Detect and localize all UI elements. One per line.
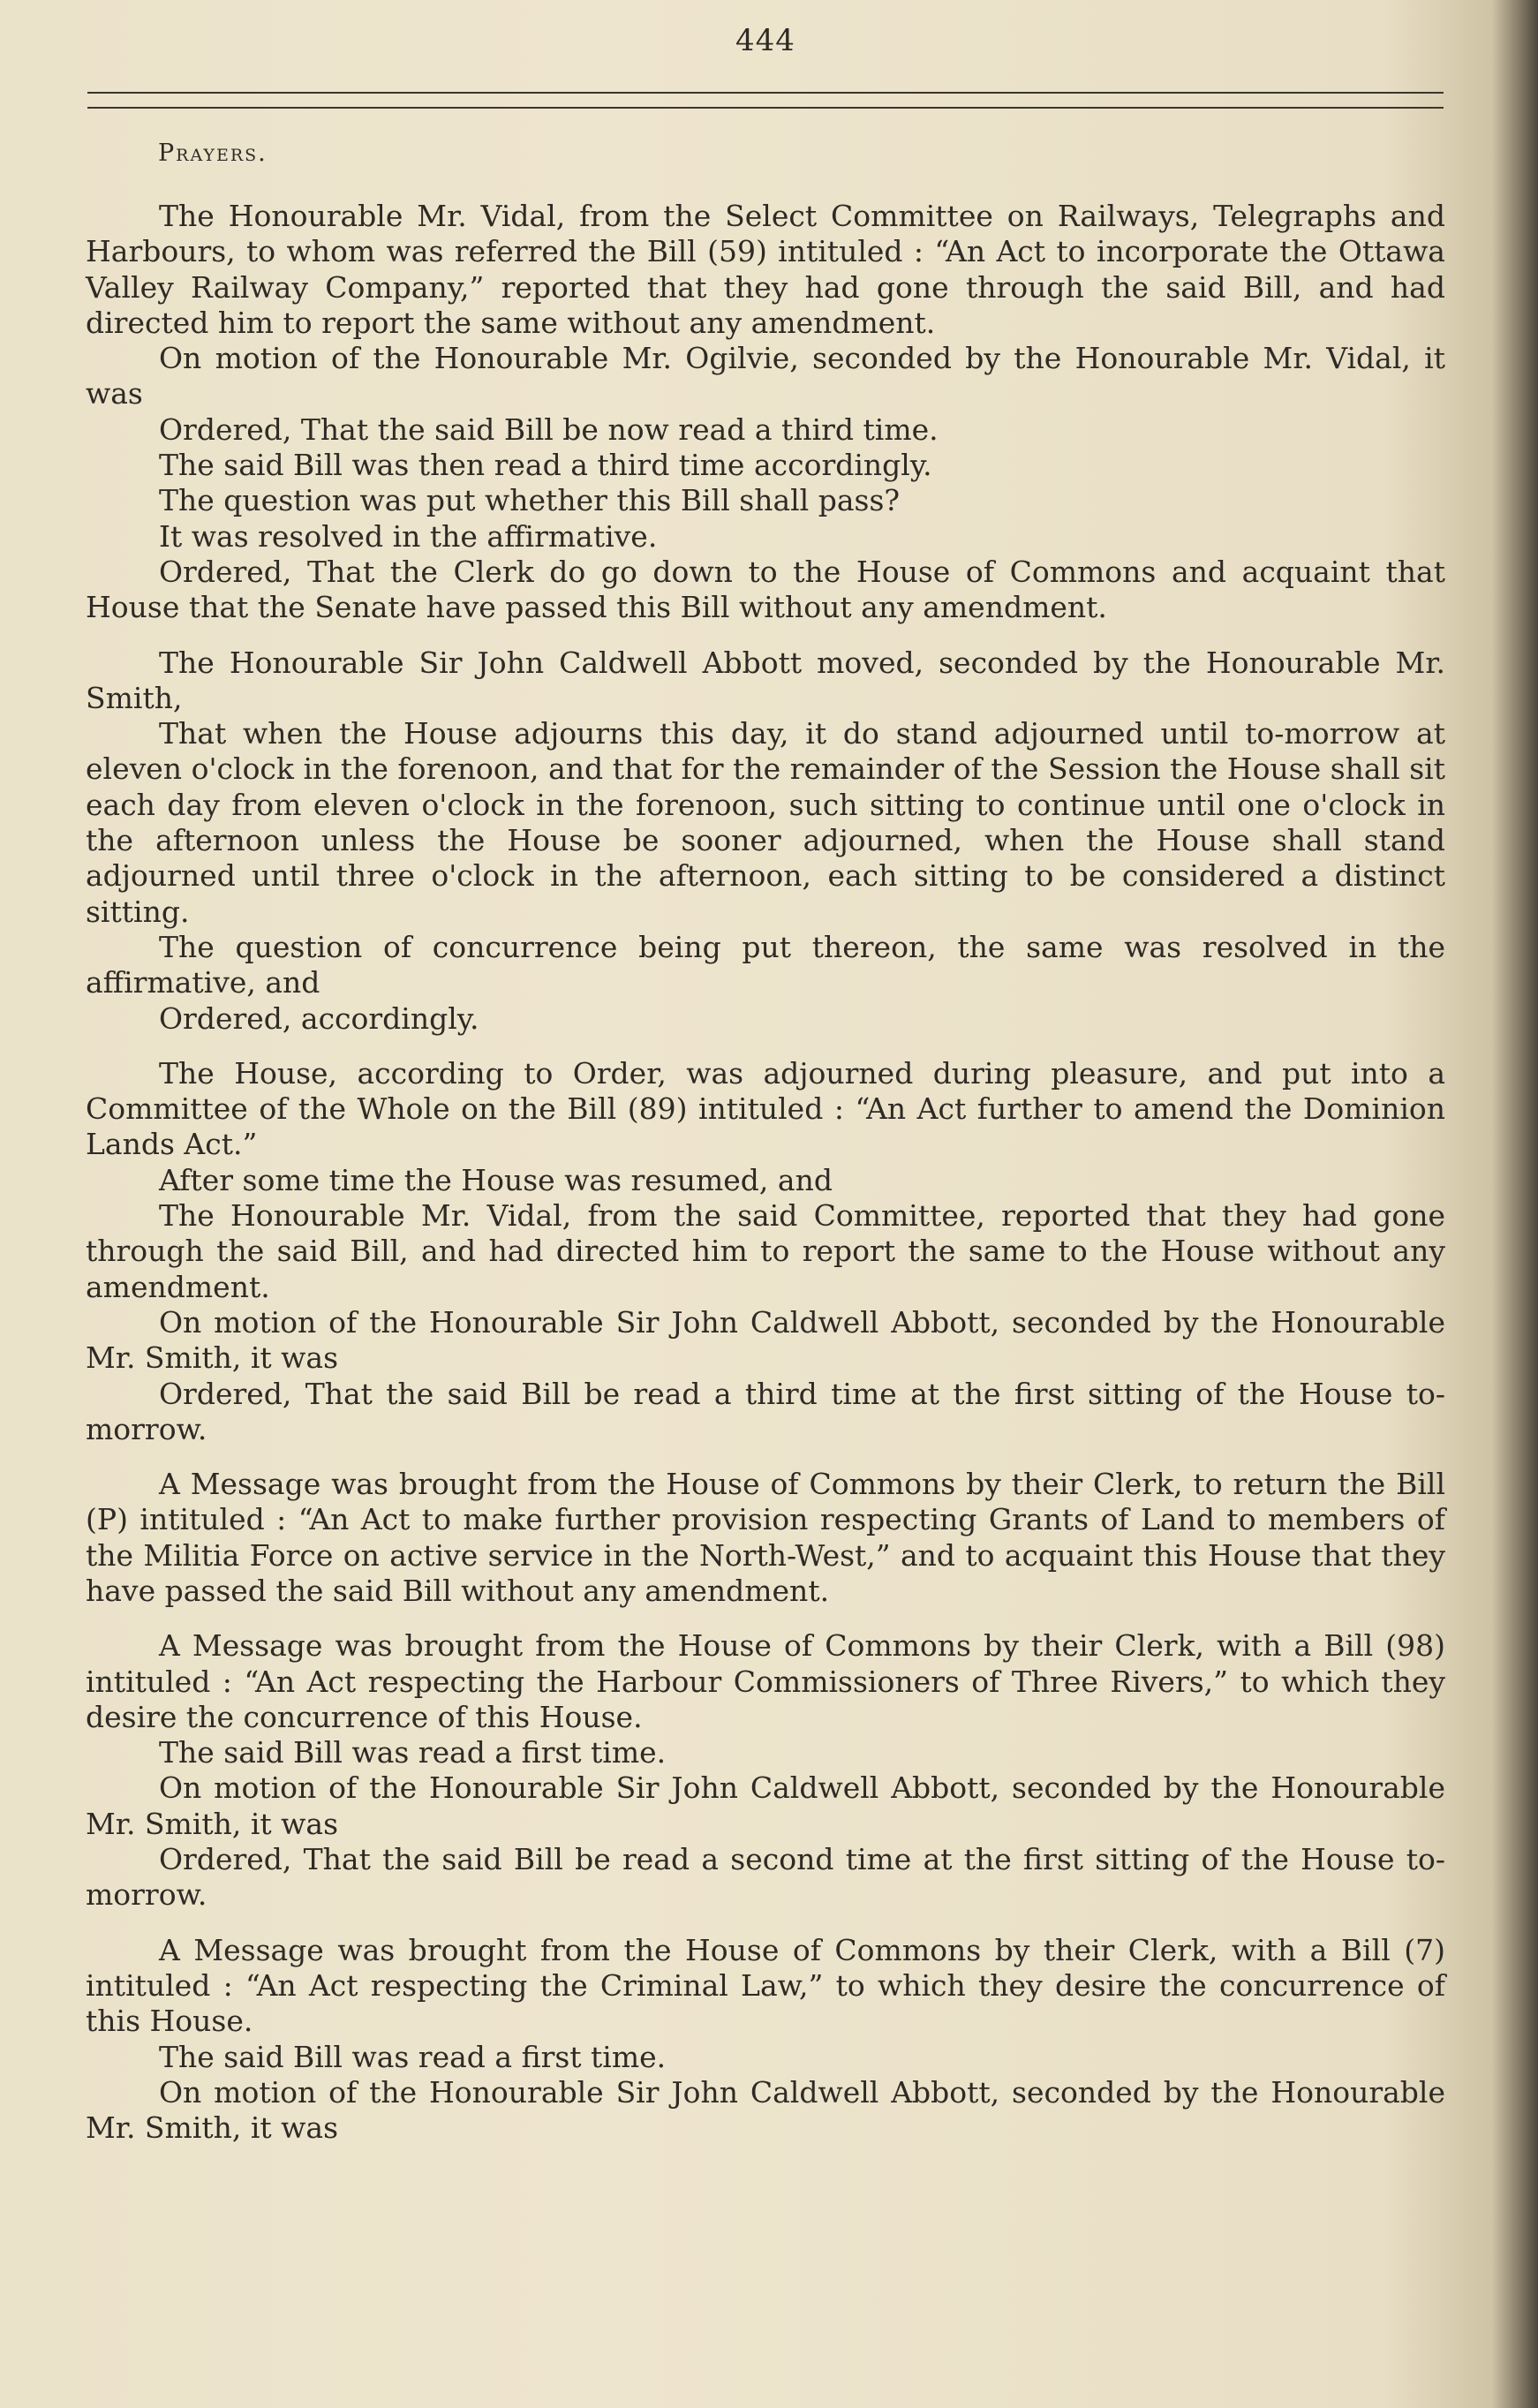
journal-paragraph: On motion of the Honourable Mr. Ogilvie, seconded by the Honourable Mr. Vidal, it was [86,341,1445,411]
journal-paragraph: On motion of the Honourable Sir John Caldwell Abbott, seconded by the Honourable Mr. Smith, it was [86,2074,1445,2146]
journal-paragraph: The Honourable Mr. Vidal, from the Select Committee on Railways, Telegraphs and Harbours, to whom was referred the Bill (59) intituled : “An Act to incorporate the Ottawa Valley Railway Company,” reported that they had gone through the said Bill, and had directed him to report the same without any amendment. [86,199,1445,340]
journal-paragraph: The said Bill was then read a third time accordingly. [159,448,932,483]
journal-paragraph: On motion of the Honourable Sir John Caldwell Abbott, seconded by the Honourable Mr. Smith, it was [86,1770,1445,1841]
journal-paragraph: The said Bill was read a first time. [159,2039,667,2074]
journal-paragraph: It was resolved in the affirmative. [159,518,658,554]
journal-paragraph: The question was put whether this Bill shall pass? [159,483,901,518]
header-rule-top [87,92,1444,94]
journal-paragraph: The Honourable Sir John Caldwell Abbott moved, seconded by the Honourable Mr. Smith, [86,645,1445,715]
journal-paragraph: The Honourable Mr. Vidal, from the said Committee, reported that they had gone through the said Bill, and had directed him to report the same to the House without any amendment. [86,1198,1445,1304]
journal-paragraph: A Message was brought from the House of Commons by their Clerk, to return the Bill (P) intituled : “An Act to make further provision respecting Grants of Land to members of the Militia Force on active service in the North-West,” and to acquaint this House that they have passed the said Bill without any amendment. [86,1467,1445,1608]
journal-body [86,199,1445,2146]
page-number: 444 [735,23,795,58]
header-rule-bottom [87,107,1444,109]
journal-paragraph: Ordered, That the Clerk do go down to the House of Commons and acquaint that House that the Senate have passed this Bill without any amendment. [86,554,1445,625]
journal-paragraph: Ordered, That the said Bill be now read a third time. [159,411,939,447]
journal-paragraph: The question of concurrence being put thereon, the same was resolved in the affirmative, and [86,929,1445,1000]
journal-paragraph: The House, according to Order, was adjourned during pleasure, and put into a Committee of the Whole on the Bill (89) intituled : “An Act further to amend the Dominion Lands Act.” [86,1055,1445,1162]
journal-paragraph: Ordered, That the said Bill be read a second time at the first sitting of the House to-morrow. [86,1842,1445,1913]
journal-paragraph: The said Bill was read a first time. [159,1735,667,1770]
section-heading: Prayers. [158,140,268,167]
journal-paragraph: After some time the House was resumed, and [159,1162,833,1197]
journal-paragraph: A Message was brought from the House of Commons by their Clerk, with a Bill (7) intituled : “An Act respecting the Criminal Law,” to which they desire the concurrence of this House. [86,1932,1445,2039]
journal-paragraph: Ordered, That the said Bill be read a third time at the first sitting of the House to-morrow. [86,1376,1445,1446]
journal-paragraph: Ordered, accordingly. [159,1000,479,1036]
journal-paragraph: On motion of the Honourable Sir John Caldwell Abbott, seconded by the Honourable Mr. Smith, it was [86,1304,1445,1376]
journal-paragraph: A Message was brought from the House of Commons by their Clerk, with a Bill (98) intituled : “An Act respecting the Harbour Commissioners of Three Rivers,” to which they desire the concurrence of this House. [86,1628,1445,1734]
journal-paragraph: That when the House adjourns this day, it do stand adjourned until to-morrow at eleven o'clock in the forenoon, and that for the remainder of the Session the House shall sit each day from eleven o'clock in the forenoon, such sitting to continue until one o'clock in the afternoon unless the House be sooner adjourned, when the House shall stand adjourned until three o'clock in the afternoon, each sitting to be considered a distinct sitting. [86,716,1445,929]
